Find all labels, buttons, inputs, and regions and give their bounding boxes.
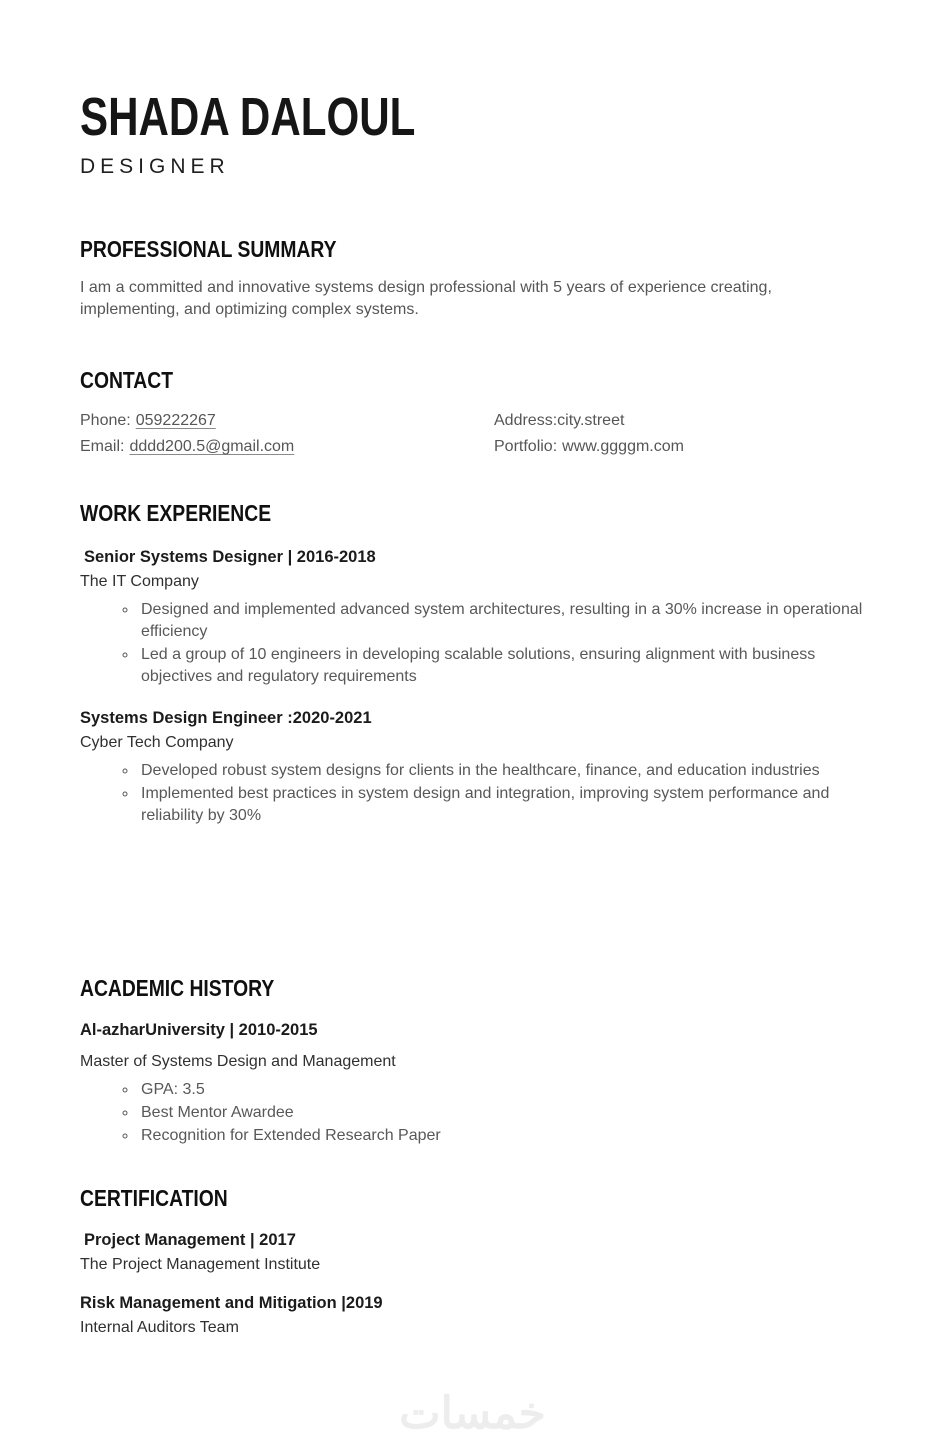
person-name <box>80 88 865 146</box>
summary-text: I am a committed and innovative systems design professional with 5 years of experience creating, implementing, and optimizing complex systems. <box>80 279 772 318</box>
job-bullet: ◦ Led a group of 10 engineers in developing scalable solutions, ensuring alignment with business objectives and regulatory requirements <box>138 644 865 688</box>
job-company: Cyber Tech Company <box>80 734 234 751</box>
contact-phone-row <box>80 410 494 432</box>
khamsat-watermark: خمسات <box>399 1389 546 1438</box>
phone-link[interactable]: 059222267 <box>135 412 216 429</box>
email-link[interactable]: dddd200.5@gmail.com <box>129 438 295 455</box>
contact-portfolio-row <box>494 436 865 458</box>
portfolio-value: www.ggggm.com <box>562 438 684 455</box>
email-label: Email: <box>80 438 125 455</box>
address-label: Address: <box>494 412 558 429</box>
person-name-text: SHADA DALOUL <box>80 87 416 147</box>
school-title: Al-azharUniversity | 2010-2015 <box>80 1021 318 1039</box>
person-title: DESIGNER <box>80 155 230 178</box>
certification-org: The Project Management Institute <box>80 1256 321 1273</box>
section-heading-work-experience: WORK EXPERIENCE <box>80 500 272 526</box>
academic-bullet-list <box>80 1079 865 1147</box>
certification-org: Internal Auditors Team <box>80 1319 239 1336</box>
academic-bullet: ◦ Best Mentor Awardee <box>138 1102 865 1124</box>
job-entry <box>80 708 865 827</box>
address-value: city.street <box>557 412 625 429</box>
section-heading-contact: CONTACT <box>80 367 174 393</box>
job-company: The IT Company <box>80 573 199 590</box>
certification-entry <box>80 1230 865 1275</box>
job-bullet: ◦ Implemented best practices in system design and integration, improving system performance and reliability by 30% <box>138 783 865 827</box>
certification-title: Risk Management and Mitigation |2019 <box>80 1294 383 1312</box>
portfolio-label: Portfolio: <box>494 438 558 455</box>
academic-bullet: ◦ Recognition for Extended Research Paper <box>138 1125 865 1147</box>
job-entry <box>80 547 865 688</box>
section-heading-certification: CERTIFICATION <box>80 1185 228 1211</box>
contact-address-row <box>494 410 865 432</box>
job-title: Systems Design Engineer :2020-2021 <box>80 709 372 727</box>
resume-page <box>0 88 945 1338</box>
academic-bullet: ◦ GPA: 3.5 <box>138 1079 865 1101</box>
section-heading-academic-history: ACADEMIC HISTORY <box>80 975 275 1001</box>
job-bullet-list <box>80 599 865 688</box>
job-bullet: ◦ Developed robust system designs for clients in the healthcare, finance, and education industries <box>138 760 865 782</box>
certification-title: Project Management | 2017 <box>84 1231 296 1249</box>
job-bullet-list <box>80 760 865 827</box>
phone-label: Phone: <box>80 412 131 429</box>
degree-title: Master of Systems Design and Management <box>80 1053 396 1070</box>
section-heading-professional-summary: PROFESSIONAL SUMMARY <box>80 236 337 262</box>
contact-grid <box>80 410 865 458</box>
job-title: Senior Systems Designer | 2016-2018 <box>84 548 376 566</box>
contact-email-row <box>80 436 494 458</box>
job-bullet: ◦ Designed and implemented advanced system architectures, resulting in a 30% increase in operational efficiency <box>138 599 865 643</box>
certification-entry <box>80 1293 865 1338</box>
